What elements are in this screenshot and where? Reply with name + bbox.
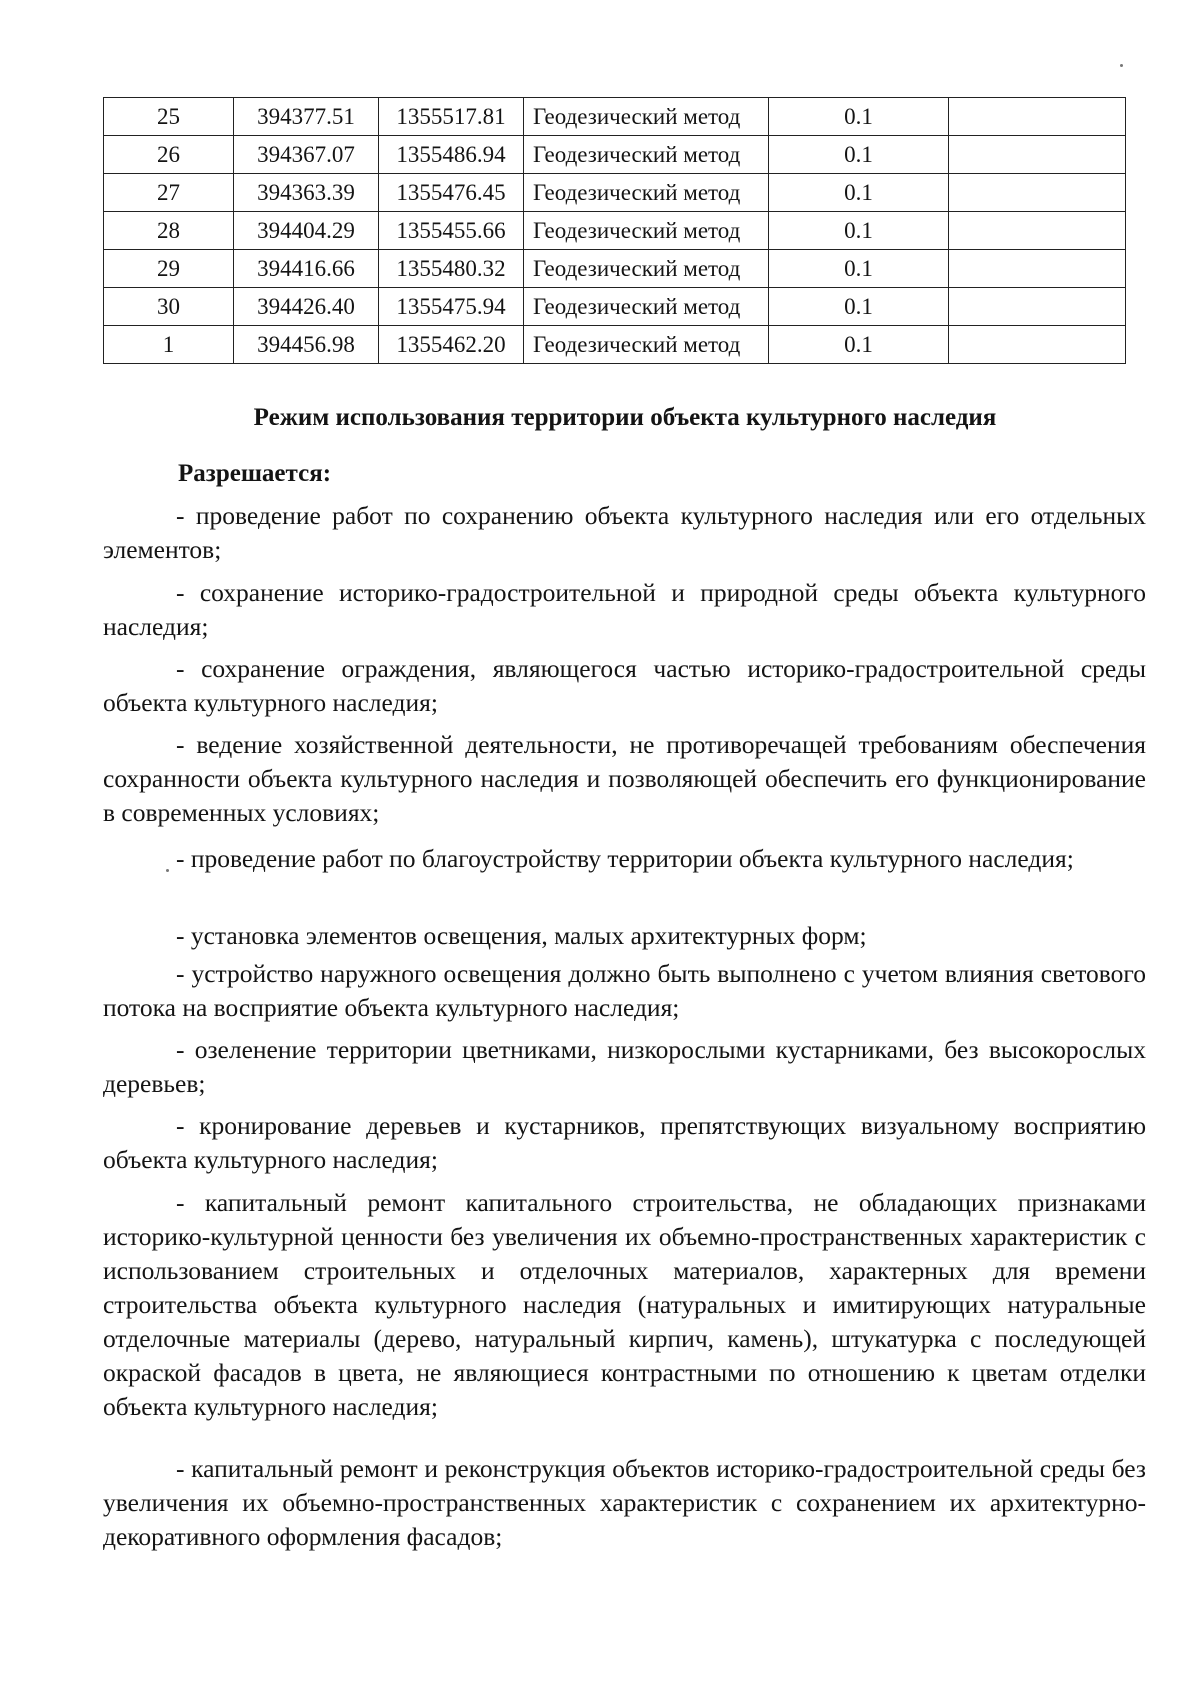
table-row xyxy=(104,250,1126,288)
coord-x: 394367.07 xyxy=(234,136,379,174)
method: Геодезический метод xyxy=(524,212,769,250)
table-row xyxy=(104,98,1126,136)
accuracy: 0.1 xyxy=(769,250,949,288)
method: Геодезический метод xyxy=(524,250,769,288)
extra-cell xyxy=(949,326,1126,364)
list-item: - сохранение ограждения, являющегося частью историко-градостроительной среды объекта культурного наследия; xyxy=(103,654,1146,717)
coord-x: 394363.39 xyxy=(234,174,379,212)
list-item: - установка элементов освещения, малых архитектурных форм; xyxy=(176,921,867,950)
list-item: - озеленение территории цветниками, низкорослыми кустарниками, без высокорослых деревьев; xyxy=(103,1035,1146,1098)
extra-cell xyxy=(949,98,1126,136)
coord-x: 394404.29 xyxy=(234,212,379,250)
accuracy: 0.1 xyxy=(769,174,949,212)
extra-cell xyxy=(949,288,1126,326)
extra-cell xyxy=(949,174,1126,212)
method: Геодезический метод xyxy=(524,326,769,364)
point-number: 27 xyxy=(104,174,234,212)
table-row xyxy=(104,136,1126,174)
permitted-label: Разрешается: xyxy=(178,460,332,487)
table-row xyxy=(104,174,1126,212)
point-number: 26 xyxy=(104,136,234,174)
list-item: - кронирование деревьев и кустарников, препятствующих визуальному восприятию объекта культурного наследия; xyxy=(103,1111,1146,1174)
coord-y: 1355486.94 xyxy=(379,136,524,174)
coord-x: 394416.66 xyxy=(234,250,379,288)
table-row xyxy=(104,326,1126,364)
list-item: - проведение работ по благоустройству территории объекта культурного наследия; xyxy=(176,844,1074,873)
list-item: - капитальный ремонт и реконструкция объектов историко-градостроительной среды без увеличения их объемно-пространственных характеристик с сохранением их архитектурно-декоративного оформления фасадов; xyxy=(103,1454,1146,1551)
coord-y: 1355517.81 xyxy=(379,98,524,136)
method: Геодезический метод xyxy=(524,136,769,174)
accuracy: 0.1 xyxy=(769,136,949,174)
coordinates-table xyxy=(103,97,1126,364)
method: Геодезический метод xyxy=(524,174,769,212)
coord-y: 1355476.45 xyxy=(379,174,524,212)
coord-y: 1355462.20 xyxy=(379,326,524,364)
method: Геодезический метод xyxy=(524,98,769,136)
section-title: Режим использования территории объекта культурного наследия xyxy=(253,404,997,431)
coord-y: 1355480.32 xyxy=(379,250,524,288)
extra-cell xyxy=(949,136,1126,174)
coord-x: 394377.51 xyxy=(234,98,379,136)
table-row xyxy=(104,288,1126,326)
list-item: - капитальный ремонт капитального строительства, не обладающих признаками историко-культурной ценности без увеличения их объемно-пространственных характеристик с использованием строительных и отделочных материалов, характерных для времени строительства объекта культурного наследия (натуральных и имитирующих натуральные отделочные материалы (дерево, натуральный кирпич, камень), штукатурка с последующей окраской фасадов в цвета, не являющиеся контрастными по отношению к цветам отделки объекта культурного наследия; xyxy=(103,1188,1146,1421)
accuracy: 0.1 xyxy=(769,288,949,326)
list-item: - устройство наружного освещения должно быть выполнено с учетом влияния светового потока на восприятие объекта культурного наследия; xyxy=(103,959,1146,1022)
table-row xyxy=(104,212,1126,250)
point-number: 29 xyxy=(104,250,234,288)
point-number: 25 xyxy=(104,98,234,136)
accuracy: 0.1 xyxy=(769,212,949,250)
coord-y: 1355475.94 xyxy=(379,288,524,326)
point-number: 1 xyxy=(104,326,234,364)
scan-speck xyxy=(166,869,169,872)
extra-cell xyxy=(949,250,1126,288)
coord-y: 1355455.66 xyxy=(379,212,524,250)
scan-speck xyxy=(1120,64,1123,67)
point-number: 30 xyxy=(104,288,234,326)
coord-x: 394456.98 xyxy=(234,326,379,364)
accuracy: 0.1 xyxy=(769,98,949,136)
coord-x: 394426.40 xyxy=(234,288,379,326)
method: Геодезический метод xyxy=(524,288,769,326)
extra-cell xyxy=(949,212,1126,250)
list-item: - проведение работ по сохранению объекта культурного наследия или его отдельных элементов; xyxy=(103,501,1146,564)
list-item: - сохранение историко-градостроительной и природной среды объекта культурного наследия; xyxy=(103,578,1146,641)
accuracy: 0.1 xyxy=(769,326,949,364)
point-number: 28 xyxy=(104,212,234,250)
list-item: - ведение хозяйственной деятельности, не противоречащей требованиям обеспечения сохранности объекта культурного наследия и позволяющей обеспечить его функционирование в современных условиях; xyxy=(103,730,1146,827)
